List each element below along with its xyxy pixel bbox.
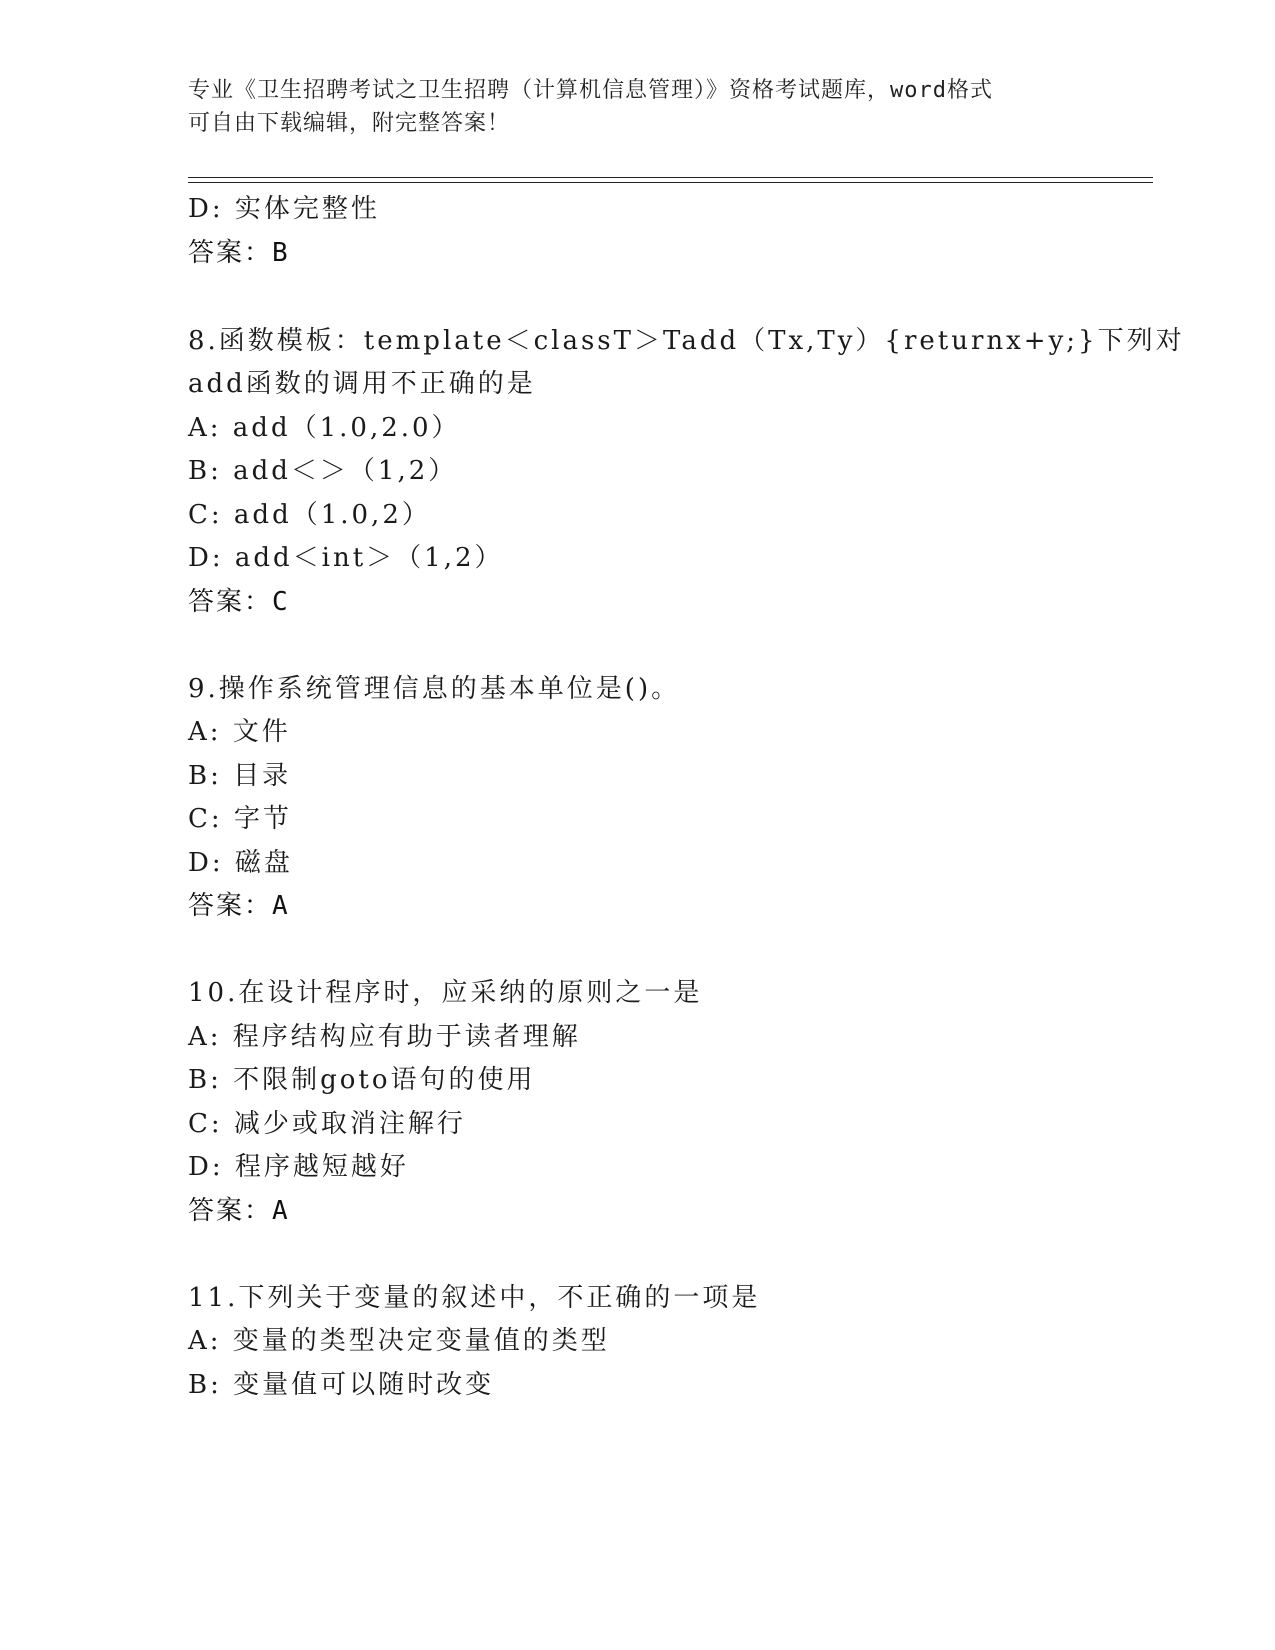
q10-option-d: D: 程序越短越好 [188,1152,409,1182]
q9-option-c: C: 字节 [188,804,292,834]
q11-stem: 11.下列关于变量的叙述中，不正确的一项是 [188,1283,761,1313]
header-line-1: 专业《卫生招聘考试之卫生招聘（计算机信息管理）》资格考试题库，word格式 [188,78,993,103]
q10-answer: 答案：A [188,1196,290,1226]
q9-option-a: A: 文件 [188,717,291,747]
q10-option-c: C: 减少或取消注解行 [188,1109,466,1139]
q10-stem: 10.在设计程序时，应采纳的原则之一是 [188,978,703,1008]
q11-option-a: A: 变量的类型决定变量值的类型 [188,1326,610,1356]
q10-option-b: B: 不限制goto语句的使用 [188,1065,536,1095]
q10-option-a: A: 程序结构应有助于读者理解 [188,1022,581,1052]
prev-answer: 答案：B [188,238,290,268]
q8-answer: 答案：C [188,587,290,617]
q9-stem: 9.操作系统管理信息的基本单位是()。 [188,674,681,704]
prev-option-d: D: 实体完整性 [188,194,380,224]
header-line-2: 可自由下载编辑，附完整答案！ [188,111,511,136]
q9-option-b: B: 目录 [188,761,292,791]
q8-option-a: A: add（1.0,2.0） [188,413,461,443]
q8-option-b: B: add＜＞（1,2） [188,456,458,486]
q11-option-b: B: 变量值可以随时改变 [188,1370,495,1400]
q8-stem-line-2: add函数的调用不正确的是 [188,369,536,399]
document-header [188,74,1088,140]
header-divider-bottom [188,182,1153,183]
q8-option-d: D: add＜int＞（1,2） [188,543,504,573]
q9-option-d: D: 磁盘 [188,848,293,878]
q8-stem-line-1: 8.函数模板：template＜classT＞Tadd（Tx,Ty）{returnx+y;}下列对 [188,326,1185,356]
q8-option-c: C: add（1.0,2） [188,500,431,530]
header-divider-top [188,177,1153,178]
q9-answer: 答案：A [188,891,290,921]
